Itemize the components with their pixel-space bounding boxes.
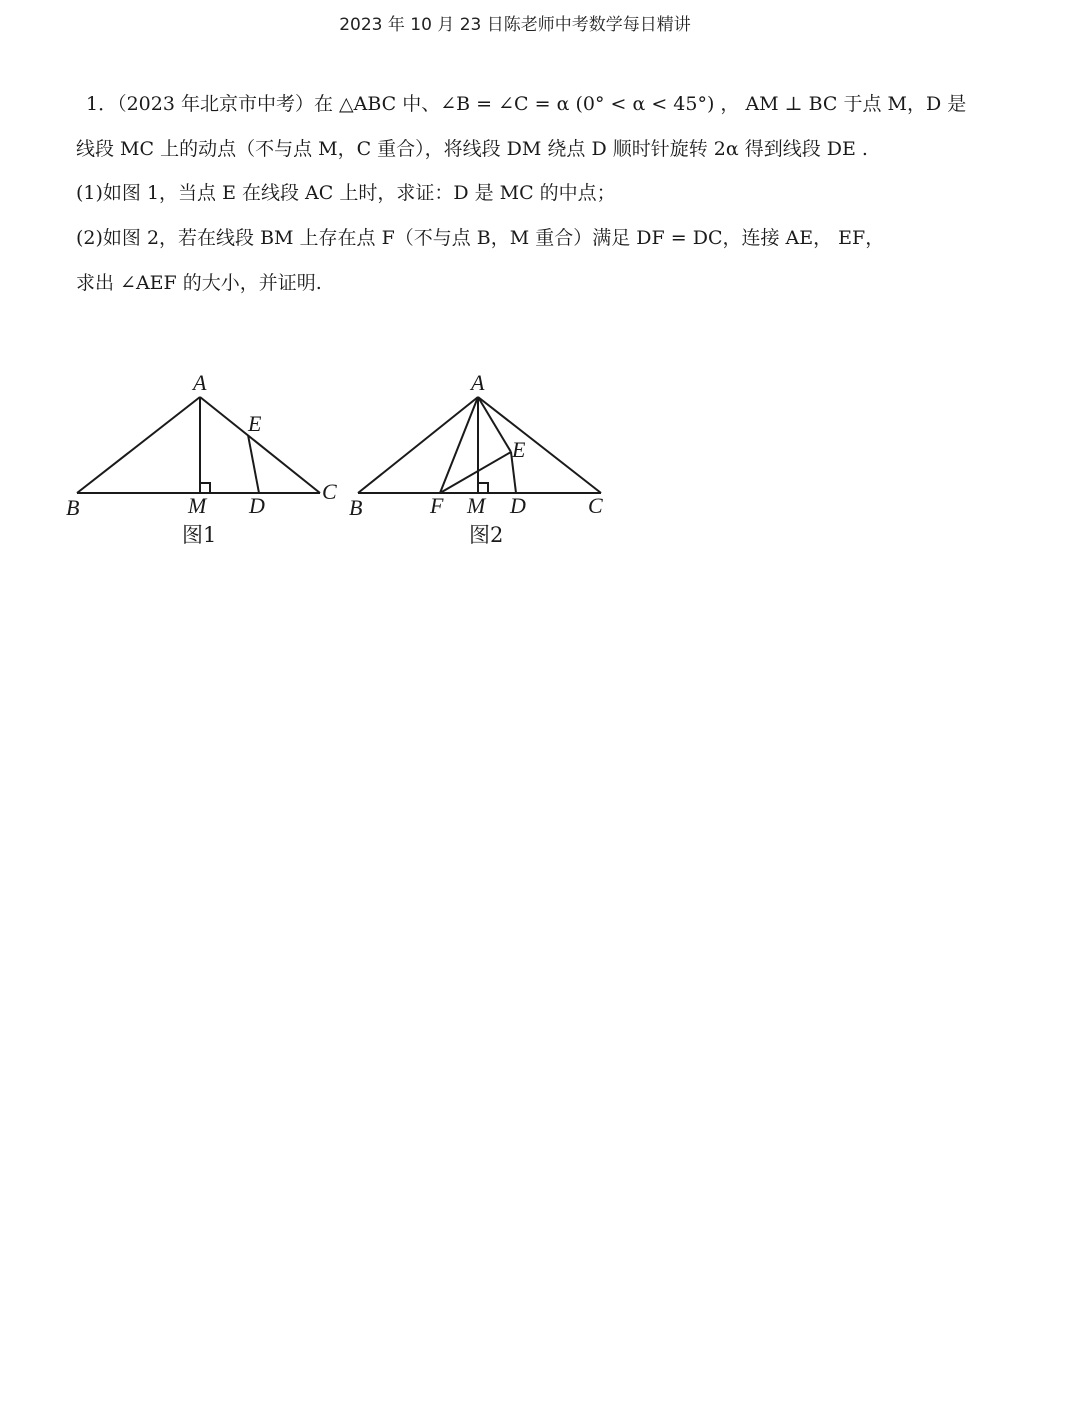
fig2-label-a: A <box>471 370 485 395</box>
fig2-segment-ae <box>478 397 511 452</box>
problem-line-1: 1．（2023 年北京市中考）在 △ABC 中、∠B = ∠C = α (0° < α < 45°) ， AM ⊥ BC 于点 M，D 是 <box>86 93 967 115</box>
problem-statement <box>76 82 996 305</box>
problem-part-2-line-2: 求出 ∠AEF 的大小，并证明. <box>76 271 322 294</box>
fig1-caption: 图1 <box>182 523 217 547</box>
figure-2 <box>349 370 603 547</box>
fig2-segment-ef <box>440 452 511 493</box>
fig2-label-e: E <box>512 437 526 462</box>
page-header: 2023 年 10 月 23 日陈老师中考数学每日精讲 <box>339 15 691 35</box>
figures <box>60 365 620 559</box>
problem-part-1: (1)如图 1，当点 E 在线段 AC 上时，求证：D 是 MC 的中点； <box>76 182 616 205</box>
figures-svg <box>60 365 620 555</box>
fig1-right-angle-mark <box>200 483 210 493</box>
fig2-label-f: F <box>430 493 444 518</box>
fig2-label-c: C <box>588 493 603 518</box>
fig2-caption: 图2 <box>469 523 504 547</box>
fig1-label-d: D <box>249 493 265 518</box>
fig2-segment-ac <box>478 397 601 493</box>
fig2-label-b: B <box>349 495 363 520</box>
problem-line-2: 线段 MC 上的动点（不与点 M，C 重合），将线段 DM 绕点 D 顺时针旋转 2α 得到线段 DE . <box>76 137 868 160</box>
fig1-label-a: A <box>193 370 207 395</box>
fig1-label-m: M <box>188 493 207 518</box>
fig2-right-angle-mark <box>478 483 488 493</box>
fig1-segment-ab <box>77 397 200 493</box>
figure-1 <box>66 370 337 547</box>
fig1-label-e: E <box>248 411 262 436</box>
fig2-label-m: M <box>467 493 486 518</box>
fig1-label-c: C <box>322 479 337 504</box>
fig2-label-d: D <box>510 493 526 518</box>
fig1-label-b: B <box>66 495 80 520</box>
problem-part-2-line-1: (2)如图 2，若在线段 BM 上存在点 F（不与点 B，M 重合）满足 DF = DC，连接 AE， EF， <box>76 226 885 249</box>
